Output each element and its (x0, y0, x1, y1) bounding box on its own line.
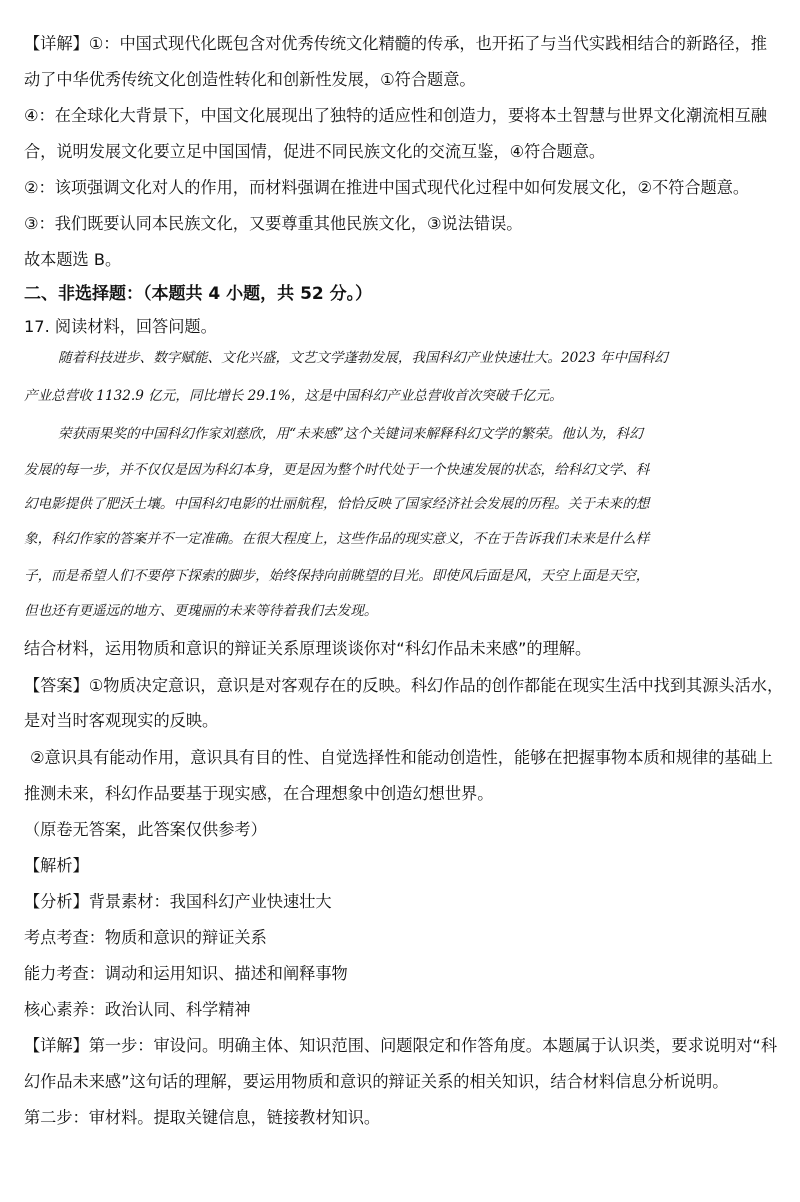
answer-line-1: 【答案】①物质决定意识，意识是对客观存在的反映。科幻作品的创作都能在现实生活中找到其源头活水， (24, 676, 784, 695)
answer-line-2: 是对当时客观现实的反映。 (24, 711, 219, 730)
analysis-step2: 第二步：审材料。提取关键信息，链接教材知识。 (24, 1108, 381, 1127)
detail-line-1: 【详解】①：中国式现代化既包含对优秀传统文化精髓的传承，也开拓了与当代实践相结合的新路径，推 (24, 34, 767, 53)
analysis-ability: 能力考查：调动和运用知识、描述和阐释事物 (24, 964, 348, 983)
material-line: 随着科技进步、数字赋能、文化兴盛，文艺文学蓬勃发展，我国科幻产业快速壮大。2023 年中国科幻 (58, 350, 668, 366)
analysis-step1-line-2: 幻作品未来感”这句话的理解，要运用物质和意识的辩证关系的相关知识，结合材料信息分析说明。 (24, 1072, 729, 1091)
material-line: 荣获雨果奖的中国科幻作家刘慈欣，用“未来感”这个关键词来解释科幻文学的繁荣。他认为，科幻 (58, 426, 643, 442)
section-heading: 二、非选择题：（本题共 4 小题，共 52 分。） (24, 284, 373, 304)
detail-line-6: ③：我们既要认同本民族文化，又要尊重其他民族文化，③说法错误。 (24, 214, 523, 233)
material-line: 象，科幻作家的答案并不一定准确。在很大程度上，这些作品的现实意义，不在于告诉我们未来是什么样 (24, 531, 650, 547)
detail-line-2: 动了中华优秀传统文化创造性转化和创新性发展，①符合题意。 (24, 70, 476, 89)
analysis-step1-line-1: 【详解】第一步：审设问。明确主体、知识范围、问题限定和作答角度。本题属于认识类，要求说明对“科 (24, 1036, 778, 1055)
answer-line-4: 推测未来，科幻作品要基于现实感，在合理想象中创造幻想世界。 (24, 784, 494, 803)
analysis-background: 【分析】背景素材：我国科幻产业快速壮大 (24, 892, 332, 911)
analysis-label: 【解析】 (24, 856, 89, 875)
detail-line-4: 合，说明发展文化要立足中国国情，促进不同民族文化的交流互鉴，④符合题意。 (24, 142, 606, 161)
answer-note: （原卷无答案，此答案仅供参考） (24, 820, 267, 839)
material-line: 发展的每一步，并不仅仅是因为科幻本身，更是因为整个时代处于一个快速发展的状态，给科幻文学、科 (24, 462, 650, 478)
detail-line-5: ②：该项强调文化对人的作用，而材料强调在推进中国式现代化过程中如何发展文化，②不符合题意。 (24, 178, 750, 197)
material-line: 子，而是希望人们不要停下探索的脚步，始终保持向前眺望的目光。即使风后面是风，天空上面是天空， (24, 568, 650, 584)
conclusion-line: 故本题选 B。 (24, 250, 122, 269)
material-line: 但也还有更遥远的地方、更瑰丽的未来等待着我们去发现。 (24, 603, 378, 619)
detail-line-3: ④：在全球化大背景下，中国文化展现出了独特的适应性和创造力，要将本土智慧与世界文化潮流相互融 (24, 106, 767, 125)
question-title: 17. 阅读材料，回答问题。 (24, 317, 217, 336)
analysis-knowledge-point: 考点考查：物质和意识的辩证关系 (24, 928, 267, 947)
analysis-literacy: 核心素养：政治认同、科学精神 (24, 1000, 251, 1019)
material-line: 幻电影提供了肥沃土壤。中国科幻电影的壮丽航程，恰恰反映了国家经济社会发展的历程。关于未来的想 (24, 496, 650, 512)
answer-line-3: ②意识具有能动作用，意识具有目的性、自觉选择性和能动创造性，能够在把握事物本质和规律的基础上 (30, 748, 773, 767)
question-prompt: 结合材料，运用物质和意识的辩证关系原理谈谈你对“科幻作品未来感”的理解。 (24, 639, 592, 658)
material-line: 产业总营收 1132.9 亿元，同比增长 29.1%，这是中国科幻产业总营收首次突破千亿元。 (24, 388, 563, 404)
